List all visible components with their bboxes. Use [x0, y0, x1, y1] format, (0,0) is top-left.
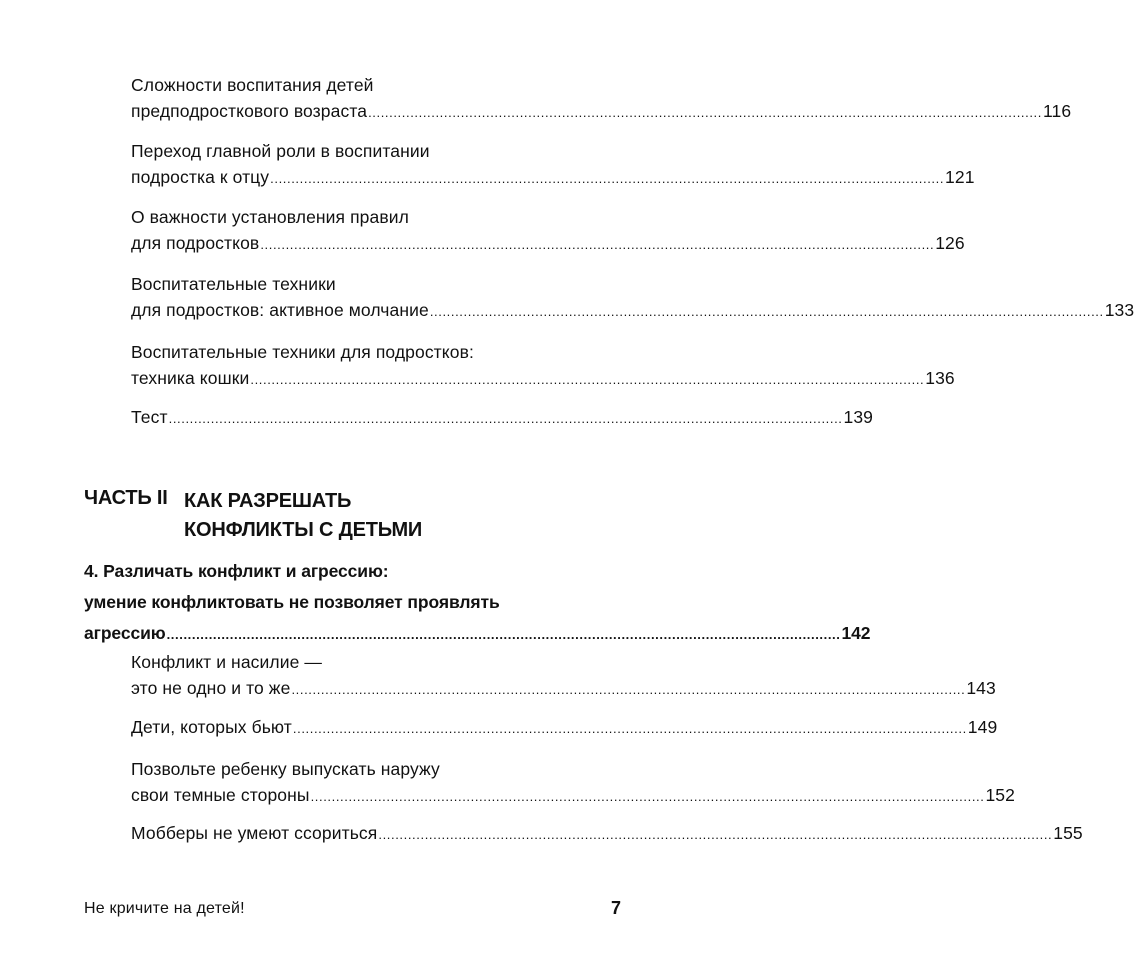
toc-entry-title-line2: это не одно и то же — [131, 678, 291, 698]
dot-leader: ................................................................................................................................................................ — [368, 105, 1042, 120]
dot-leader: ................................................................................................................................................................ — [378, 827, 1053, 842]
toc-entry-page-number: 136 — [925, 368, 955, 388]
toc-entry-page-number: 133 — [1104, 300, 1134, 320]
toc-entry-page-number: 121 — [945, 167, 975, 187]
toc-entry-page-number: 126 — [935, 233, 965, 253]
chapter-leader-row — [84, 618, 871, 650]
toc-entry-title-line1: О важности установления правил — [131, 207, 409, 227]
part-title-line1: КАК РАЗРЕШАТЬ — [184, 490, 352, 512]
dot-leader: ................................................................................................................................................................ — [260, 237, 935, 252]
toc-entry-leader-row — [131, 164, 975, 192]
toc-entry-title-line2: подростка к отцу — [131, 167, 270, 187]
toc-entry-title: Тест — [131, 407, 168, 427]
toc-entry-title-line2: техника кошки — [131, 368, 250, 388]
toc-entry-leader-row — [131, 714, 998, 742]
toc-entry-leader-row — [131, 98, 1072, 126]
toc-entry-leader-row — [131, 820, 1083, 848]
running-footer-title: Не кричите на детей! — [84, 900, 245, 917]
toc-entry-title: Мобберы не умеют ссориться — [131, 823, 378, 843]
toc-entry-leader-row — [131, 297, 1134, 325]
dot-leader: ................................................................................................................................................................ — [292, 721, 967, 736]
dot-leader: ................................................................................................................................................................ — [166, 627, 841, 642]
toc-entry-title-line2: свои темные стороны — [131, 785, 310, 805]
toc-entry — [131, 649, 996, 703]
toc-entry — [131, 138, 975, 192]
dot-leader: ................................................................................................................................................................ — [168, 411, 843, 426]
dot-leader: ................................................................................................................................................................ — [429, 304, 1104, 319]
chapter-title-line1: 4. Различать конфликт и агрессию: — [84, 561, 389, 581]
part-title — [184, 487, 422, 545]
toc-entry-title: Дети, которых бьют — [131, 717, 292, 737]
dot-leader: ................................................................................................................................................................ — [250, 372, 925, 387]
dot-leader: ................................................................................................................................................................ — [310, 789, 985, 804]
part-title-line2: КОНФЛИКТЫ С ДЕТЬМИ — [184, 519, 423, 541]
chapter-title-line2: умение конфликтовать не позволяет проявлять — [84, 592, 500, 612]
toc-entry — [131, 271, 1134, 325]
toc-entry-title-line2: предподросткового возраста — [131, 101, 368, 121]
toc-entry-page-number: 143 — [966, 678, 996, 698]
toc-entry-page-number: 139 — [843, 407, 873, 427]
toc-entry-page-number: 155 — [1053, 823, 1083, 843]
toc-entry-title-line1: Воспитательные техники для подростков: — [131, 342, 474, 362]
part-label: ЧАСТЬ II — [84, 487, 168, 509]
chapter-title-line3: агрессию — [84, 623, 166, 643]
toc-entry-page-number: 116 — [1042, 101, 1072, 121]
toc-entry — [131, 404, 873, 432]
toc-entry-title-line1: Воспитательные техники — [131, 274, 336, 294]
dot-leader: ................................................................................................................................................................ — [291, 682, 966, 697]
toc-entry-title-line1: Позвольте ребенку выпускать наружу — [131, 759, 440, 779]
toc-entry — [131, 204, 965, 258]
toc-entry-leader-row — [131, 365, 955, 393]
toc-entry — [131, 339, 955, 393]
toc-entry — [131, 820, 1083, 848]
toc-entry-title-line1: Сложности воспитания детей — [131, 75, 374, 95]
toc-entry-page-number: 149 — [967, 717, 998, 737]
toc-entry-title-line2: для подростков: активное молчание — [131, 300, 429, 320]
toc-entry-leader-row — [131, 230, 965, 258]
toc-entry-title-line2: для подростков — [131, 233, 260, 253]
toc-entry — [131, 714, 998, 742]
toc-entry-title-line1: Переход главной роли в воспитании — [131, 141, 430, 161]
toc-entry-title-line1: Конфликт и насилие — — [131, 652, 322, 672]
toc-entry-leader-row — [131, 782, 1015, 810]
dot-leader: ................................................................................................................................................................ — [270, 171, 945, 186]
chapter-entry — [84, 556, 871, 650]
page-number: 7 — [610, 898, 621, 918]
toc-entry — [131, 72, 1072, 126]
toc-entry-leader-row — [131, 675, 996, 703]
toc-entry — [131, 756, 1015, 810]
toc-entry-leader-row — [131, 404, 873, 432]
toc-entry-page-number: 152 — [985, 785, 1015, 805]
chapter-page-number: 142 — [841, 623, 871, 643]
